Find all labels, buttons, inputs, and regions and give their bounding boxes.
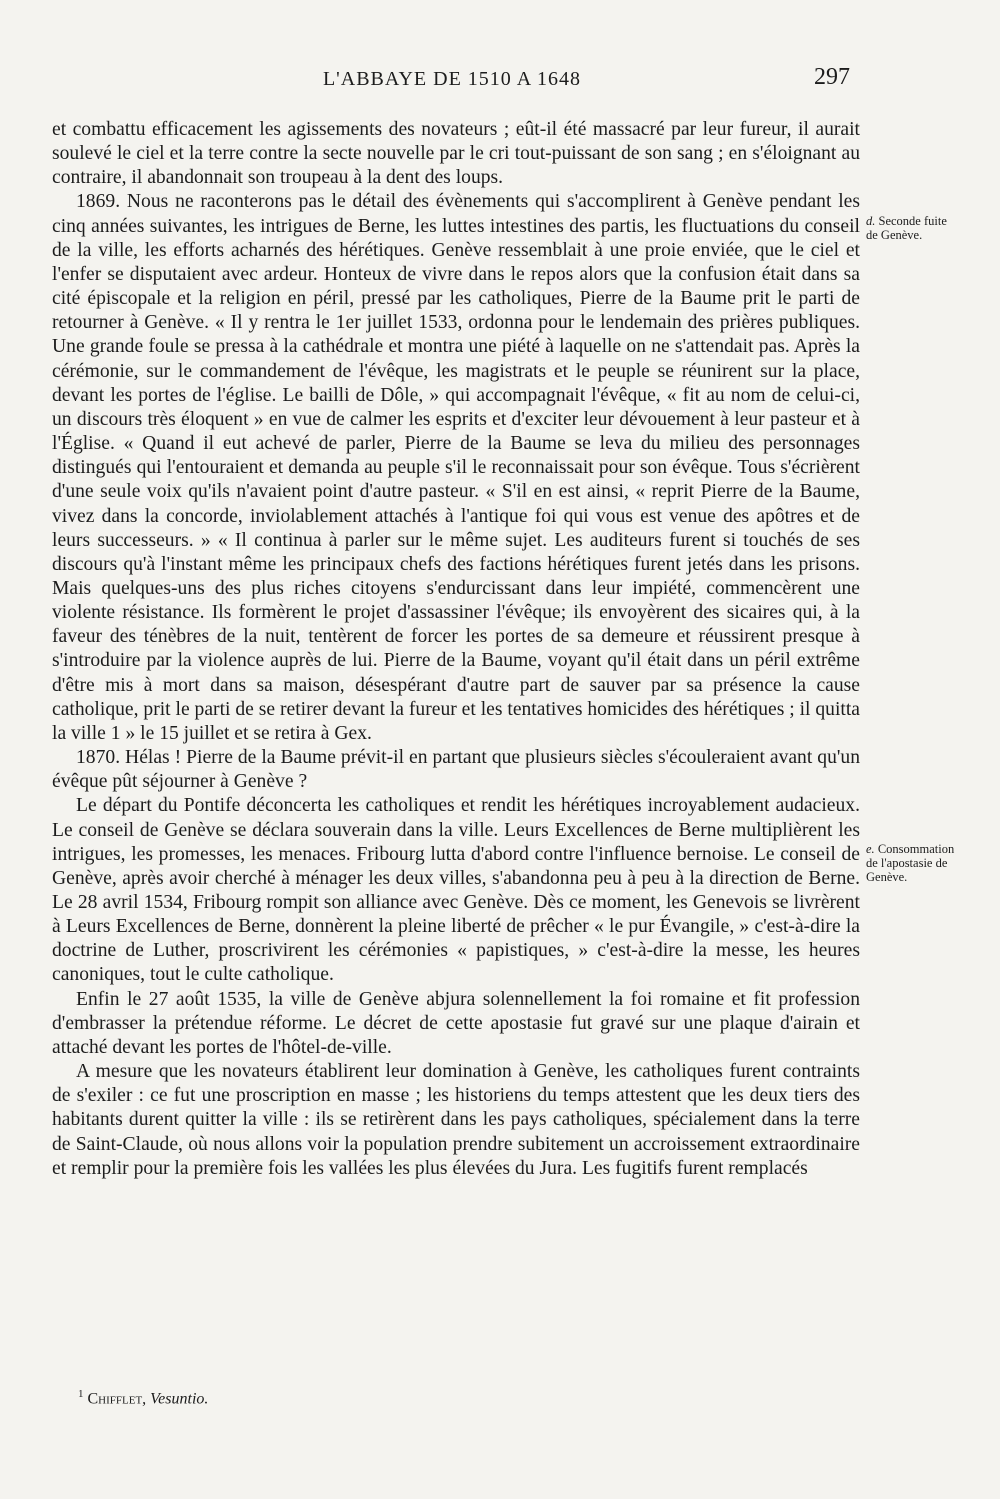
margin-note bbox=[866, 842, 958, 884]
margin-note-letter: e. bbox=[866, 842, 875, 856]
paragraph: A mesure que les novateurs établirent leur domination à Genève, les catholiques furent contraints de s'exiler : ce fut une proscription en masse ; les historiens du temps attestent que les deux tiers des habitants durent quitter la ville : ils se retirèrent dans les pays catholiques, spécialement dans la terre de Saint-Claude, où nous allons voir la population prendre subitement un accroissement extraordinaire et remplir pour la première fois les vallées les plus élevées du Jura. Les fugitifs furent remplacés bbox=[52, 1061, 860, 1179]
footnote-marker: 1 bbox=[78, 1388, 84, 1400]
body-text bbox=[52, 118, 860, 1181]
footnote-author: Chifflet, bbox=[87, 1390, 147, 1408]
footnote bbox=[78, 1388, 208, 1408]
footnote-title: Vesuntio. bbox=[150, 1390, 209, 1408]
margin-note-text: Consommation de l'apostasie de Genève. bbox=[866, 842, 955, 884]
running-title: L'ABBAYE DE 1510 A 1648 bbox=[322, 68, 582, 90]
margin-note-text: Seconde fuite de Genève. bbox=[866, 214, 947, 242]
page-header bbox=[52, 64, 852, 100]
paragraph: Enfin le 27 août 1535, la ville de Genève abjura solennellement la foi romaine et fit profession d'embrasser la prétendue réforme. Le décret de cette apostasie fut gravé sur une plaque d'airain et attaché devant les portes de l'hôtel-de-ville. bbox=[52, 988, 860, 1058]
page-number: 297 bbox=[814, 64, 850, 90]
paragraph: 1869. Nous ne raconterons pas le détail des évènements qui s'accomplirent à Genève pendant les cinq années suivantes, les intrigues de Berne, les luttes intestines des partis, les fluctuations du conseil de la ville, les efforts acharnés des hérétiques. Genève ressemblait à une proie enviée, que le ciel et l'enfer se disputaient avec ardeur. Honteux de vivre dans le repos alors que la confusion était dans sa cité épiscopale et la religion en péril, pressé par les catholiques, Pierre de la Baume prit le parti de retourner à Genève. « Il y rentra le 1er juillet 1533, ordonna pour le lendemain des prières publiques. Une grande foule se pressa à la cathédrale et montra une piété à laquelle on ne s'attendait pas. Après la cérémonie, sur le commandement de l'évêque, les magistrats et le peuple se réunirent sur la place, devant les portes de l'église. Le bailli de Dôle, » qui accompagnait l'évêque, « fit au nom de celui-ci, un discours très éloquent » en vue de calmer les esprits et d'exciter leur dévouement à leur pasteur et à l'Église. « Quand il eut achevé de parler, Pierre de la Baume se leva du milieu des personnages distingués qui l'entouraient et demanda au peuple s'il le reconnaissait pour son évêque. Tous s'écrièrent d'une seule voix qu'ils n'avaient point d'autre pasteur. « S'il en est ainsi, « reprit Pierre de la Baume, vivez dans la concorde, inviolablement attachés à l'antique foi qui vous est venue des apôtres et de leurs successeurs. » « Il continua à parler sur le même sujet. Les auditeurs furent si touchés de ses discours qu'à l'instant même les principaux chefs des factions hérétiques furent jetés dans les prisons. Mais quelques-uns des plus riches citoyens s'endurcissant dans leur impiété, commencèrent une violente résistance. Ils formèrent le projet d'assassiner l'évêque; ils envoyèrent des sicaires qui, à la faveur des ténèbres de la nuit, tentèrent de forcer les portes de sa demeure et réussirent presque à s'introduire par la violence auprès de lui. Pierre de la Baume, voyant qu'il était dans un péril extrême d'être mis à mort dans sa maison, désespérant d'autre part de sauver par sa présence la cause catholique, prit le parti de se retirer devant la fureur et les tentatives homicides des hérétiques ; il quitta la ville 1 » le 15 juillet et se retira à Gex. bbox=[52, 191, 860, 744]
paragraph: Le départ du Pontife déconcerta les catholiques et rendit les hérétiques incroyablement audacieux. Le conseil de Genève se déclara souverain dans la ville. Leurs Excellences de Berne multiplièrent les intrigues, les promesses, les menaces. Fribourg lutta d'abord contre l'influence bernoise. Le conseil de Genève, après avoir cherché à ménager les deux villes, s'abandonna peu à peu à la direction de Berne. Le 28 avril 1534, Fribourg rompit son alliance avec Genève. Dès ce moment, les Genevois se livrèrent à Leurs Excellences de Berne, donnèrent la pleine liberté de prêcher « le pur Évangile, » c'est-à-dire la doctrine de Luther, proscrivirent les cérémonies « papistiques, » c'est-à-dire la messe, les heures canoniques, tout le culte catholique. bbox=[52, 795, 860, 986]
margin-note-letter: d. bbox=[866, 214, 876, 228]
margin-note bbox=[866, 214, 958, 242]
paragraph: et combattu efficacement les agissements des novateurs ; eût-il été massacré par leur fureur, il aurait soulevé le ciel et la terre contre la secte nouvelle par le cri tout-puissant de son sang ; en s'éloignant au contraire, il abandonnait son troupeau à la dent des loups. bbox=[52, 119, 860, 189]
paragraph: 1870. Hélas ! Pierre de la Baume prévit-il en partant que plusieurs siècles s'écouleraient avant qu'un évêque pût séjourner à Genève ? bbox=[52, 747, 860, 793]
